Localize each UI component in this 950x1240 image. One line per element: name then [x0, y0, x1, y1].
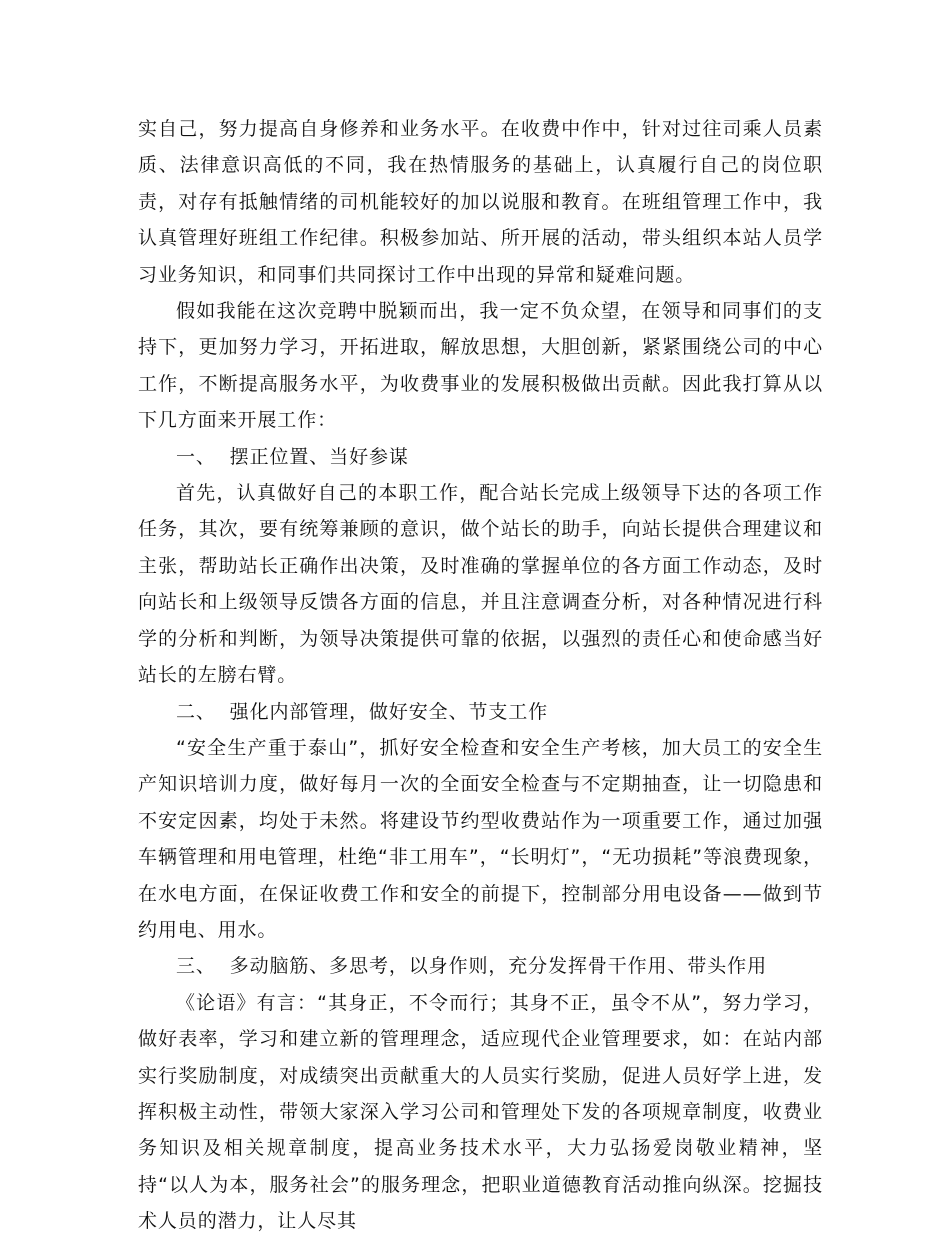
paragraph-section-3: 《论语》有言：“其身正，不令而行；其身不正，虽令不从”，努力学习，做好表率，学习和建立新的管理理念，适应现代企业管理要求，如：在站内部实行奖励制度，对成绩突出贡献重大的人员实行奖励，促进人员好学上进，发挥积极主动性，带领大家深入学习公司和管理处下发的各项规章制度，收费业务知识及相关规章制度，提高业务技术水平，大力弘扬爱岗敬业精神，坚持“以人为本，服务社会”的服务理念，把职业道德教育活动推向纵深。挖掘技术人员的潜力，让人尽其	[138, 991, 823, 1233]
section-heading-1: 一、 摆正位置、当好参谋	[176, 445, 409, 468]
paragraph-intro-continuation: 实自己，努力提高自身修养和业务水平。在收费中作中，针对过往司乘人员素质、法律意识高低的不同，我在热情服务的基础上，认真履行自己的岗位职责，对存有抵触情绪的司机能较好的加以说服和教育。在班组管理工作中，我认真管理好班组工作纪律。积极参加站、所开展的活动，带头组织本站人员学习业务知识，和同事们共同探讨工作中出现的异常和疑难问题。	[138, 118, 823, 286]
section-heading-3: 三、 多动脑筋、多思考，以身作则，充分发挥骨干作用、带头作用	[176, 955, 767, 978]
section-heading-2: 二、 强化内部管理，做好安全、节支工作	[176, 700, 549, 723]
paragraph-competition-plan: 假如我能在这次竞聘中脱颖而出，我一定不负众望，在领导和同事们的支持下，更加努力学习，开拓进取，解放思想，大胆创新，紧紧围绕公司的中心工作，不断提高服务水平，为收费事业的发展积极做出贡献。因此我打算从以下几方面来开展工作：	[138, 300, 823, 432]
paragraph-section-2: “安全生产重于泰山”，抓好安全检查和安全生产考核，加大员工的安全生产知识培训力度，做好每月一次的全面安全检查与不定期抽查，让一切隐患和不安定因素，均处于未然。将建设节约型收费站作为一项重要工作，通过加强车辆管理和用电管理，杜绝“非工用车”，“长明灯”，“无功损耗”等浪费现象，在水电方面，在保证收费工作和安全的前提下，控制部分用电设备——做到节约用电、用水。	[138, 736, 823, 941]
document-body	[138, 111, 823, 1240]
paragraph-section-1: 首先，认真做好自己的本职工作，配合站长完成上级领导下达的各项工作任务，其次，要有统筹兼顾的意识，做个站长的助手，向站长提供合理建议和主张，帮助站长正确作出决策，及时准确的掌握单位的各方面工作动态，及时向站长和上级领导反馈各方面的信息，并且注意调查分析，对各种情况进行科学的分析和判断，为领导决策提供可靠的依据，以强烈的责任心和使命感当好站长的左膀右臂。	[138, 482, 823, 687]
